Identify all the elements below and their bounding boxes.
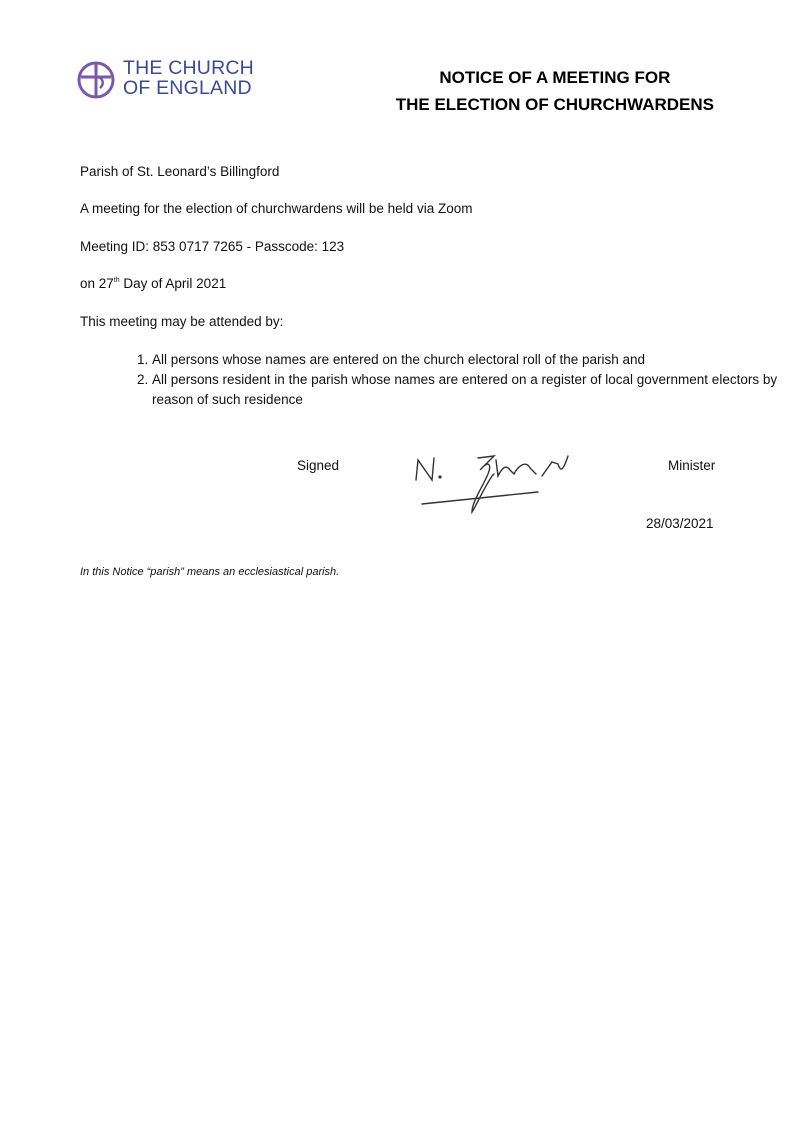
date-suffix: Day of April 2021 — [119, 276, 227, 291]
meeting-statement: A meeting for the election of churchwardens will be held via Zoom — [80, 201, 473, 216]
signed-label: Signed — [297, 458, 340, 473]
signatory-role: Minister — [668, 458, 716, 473]
list-item: 2. All persons resident in the parish whose names are entered on a register of local government electors by reason of such residence — [152, 370, 792, 410]
attendee-list — [80, 350, 792, 410]
date-prefix: on 27 — [80, 276, 114, 291]
attended-by-label: This meeting may be attended by: — [80, 314, 284, 329]
date-ordinal: th — [113, 277, 120, 284]
list-item: 1. All persons whose names are entered on the church electoral roll of the parish and — [152, 350, 792, 370]
handwritten-signature — [410, 446, 580, 521]
logo-text-line1: THE CHURCH — [123, 57, 254, 79]
meeting-date — [80, 276, 226, 291]
church-of-england-logo — [76, 58, 276, 102]
notice-title — [396, 64, 714, 118]
signature-date: 28/03/2021 — [646, 516, 714, 531]
parish-name: Parish of St. Leonard’s Billingford — [80, 164, 280, 179]
meeting-id: Meeting ID: 853 0717 7265 - Passcode: 123 — [80, 239, 345, 254]
title-line1: NOTICE OF A MEETING FOR — [439, 68, 671, 87]
title-line2: THE ELECTION OF CHURCHWARDENS — [395, 95, 714, 114]
footnote: In this Notice “parish” means an ecclesiastical parish. — [80, 566, 340, 578]
logo-text-line2: OF ENGLAND — [123, 77, 252, 99]
church-cross-icon — [76, 60, 116, 100]
